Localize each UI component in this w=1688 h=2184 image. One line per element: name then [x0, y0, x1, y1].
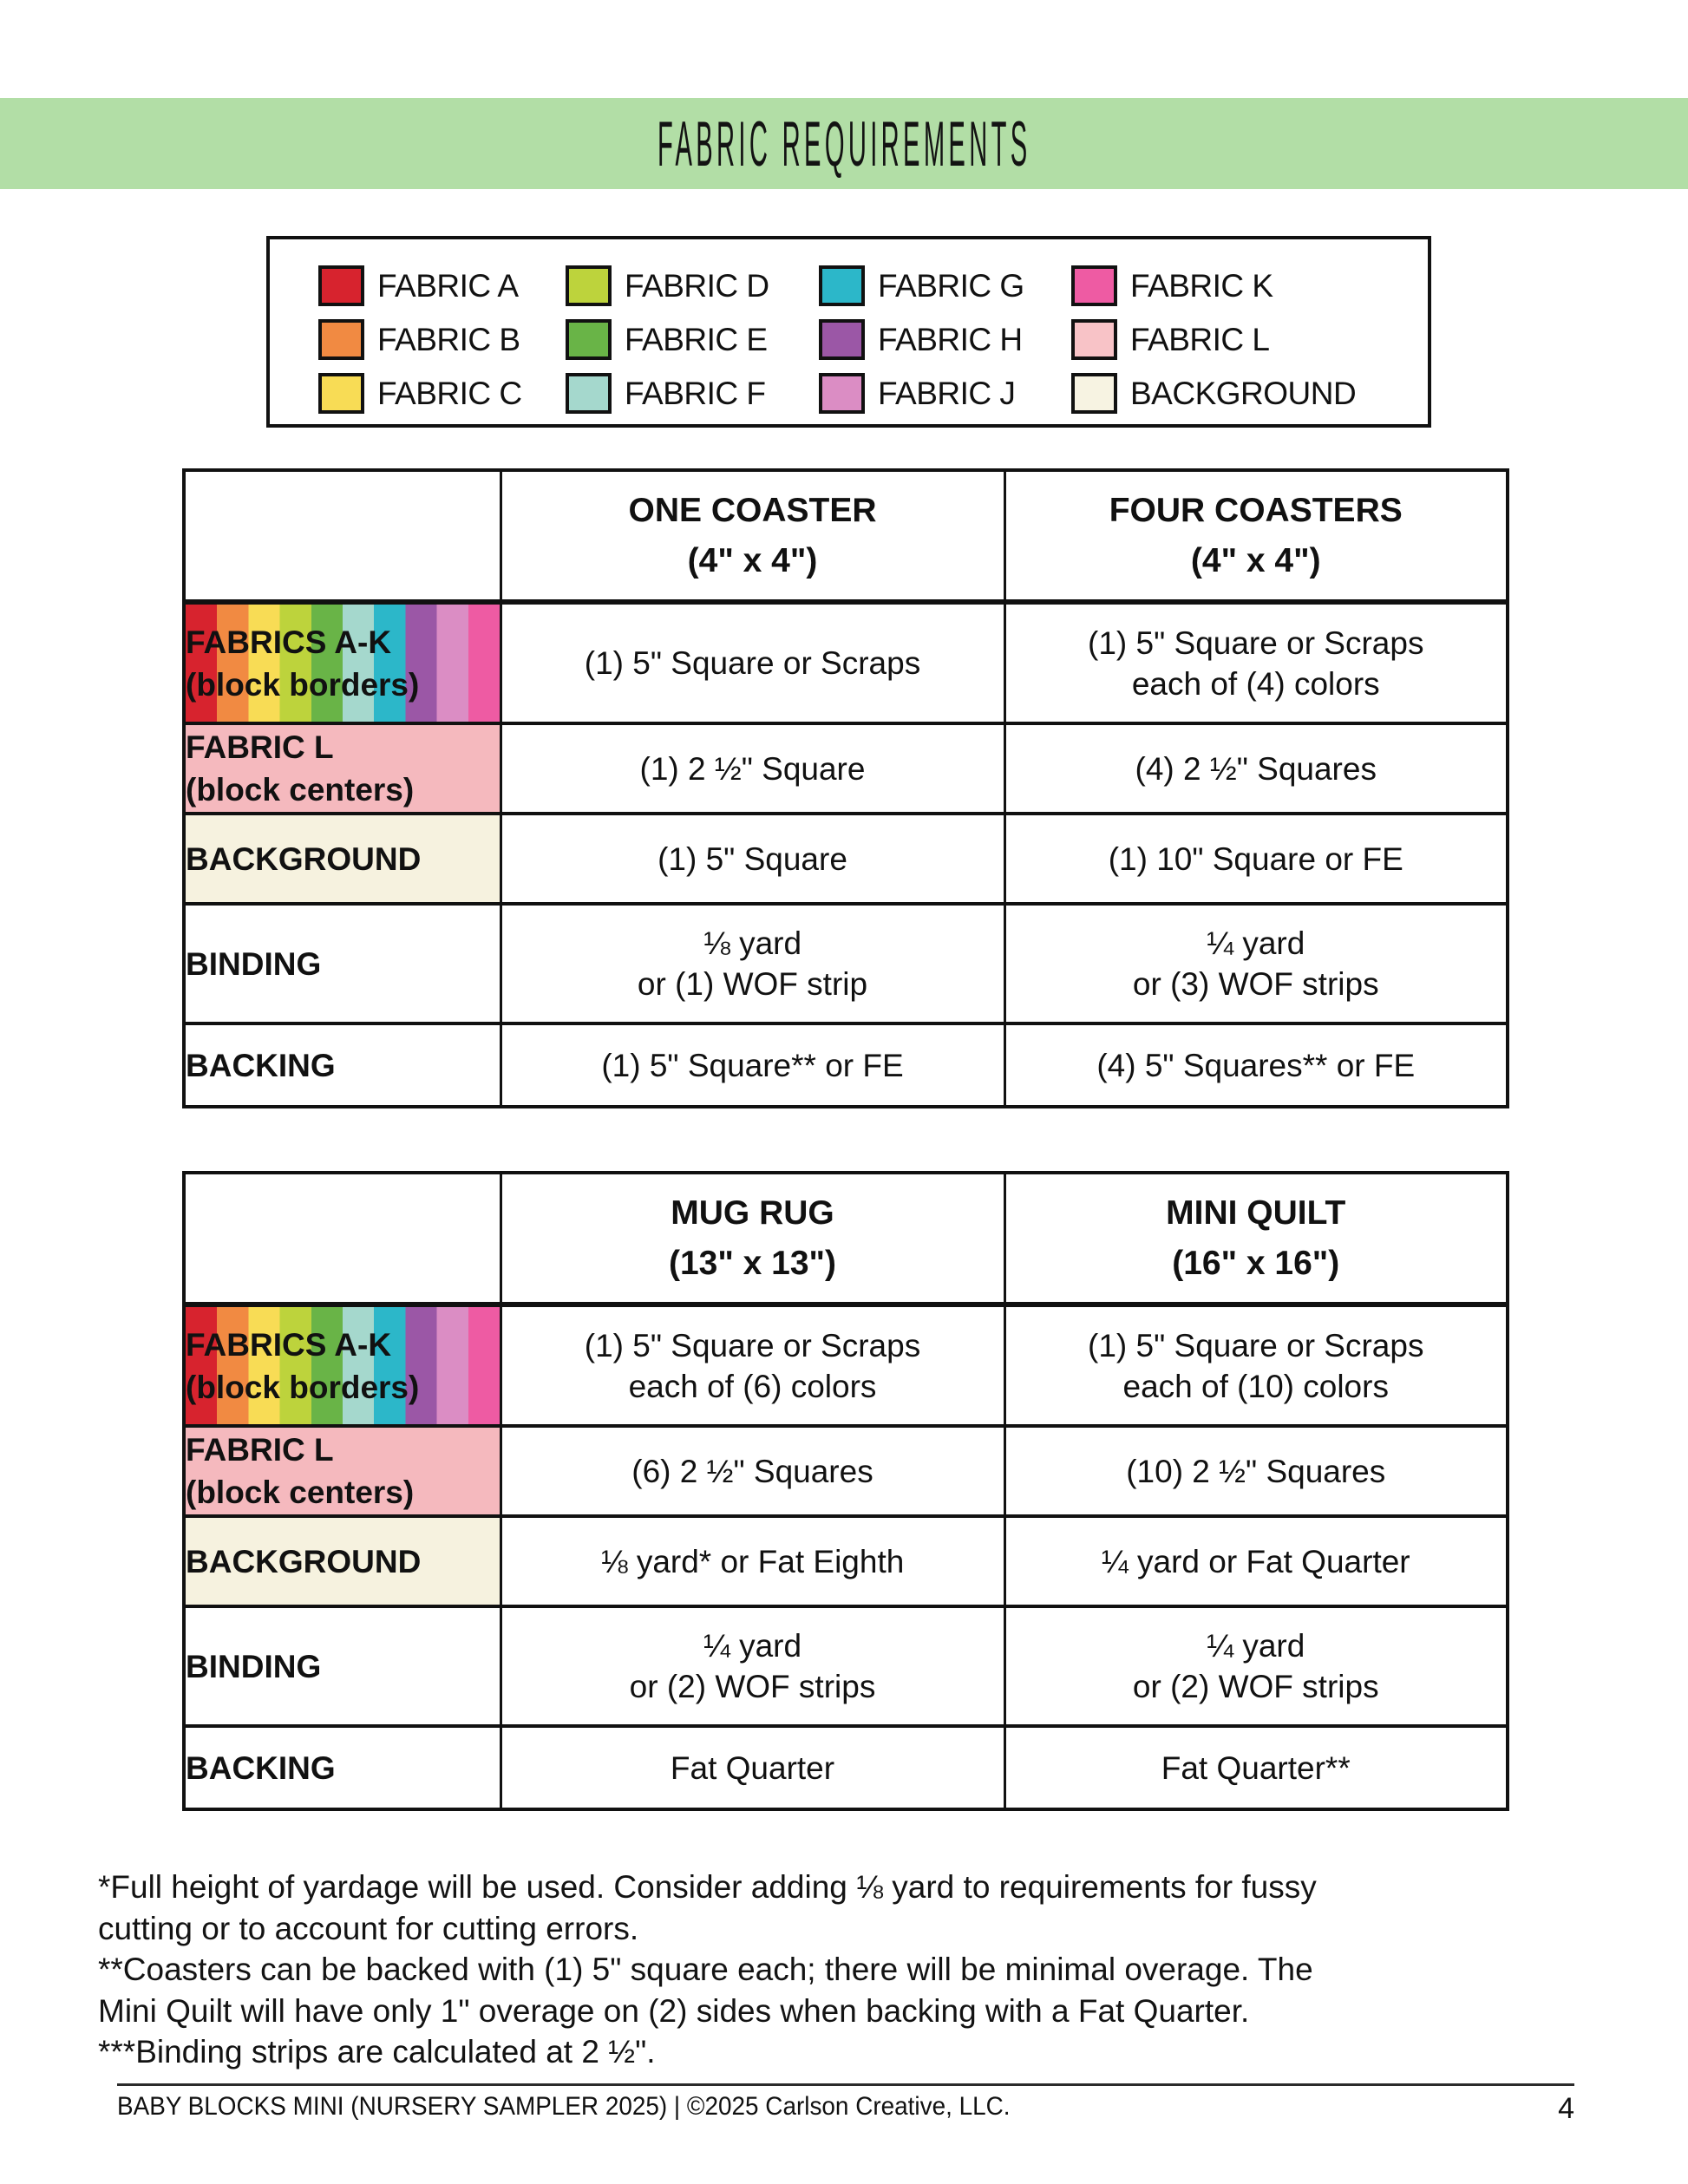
row-label: FABRIC L [186, 729, 334, 765]
legend-item-fabric-b [318, 319, 566, 360]
row-label: FABRICS A-K [186, 1326, 392, 1363]
fabric-l-label: FABRIC L [1130, 321, 1270, 357]
cell-text: (1) 2 ½" Square [639, 750, 866, 787]
requirement-cell [501, 602, 1004, 723]
fabric-h-label: FABRIC H [878, 321, 1023, 357]
fabric-h-swatch [819, 319, 865, 360]
fabric-a-label: FABRIC A [377, 267, 519, 304]
column-size: (4" x 4") [1190, 541, 1321, 579]
footnote-line: ***Binding strips are calculated at 2 ½". [98, 2034, 656, 2070]
row-sublabel: (block centers) [186, 1475, 415, 1510]
table1-row-fabrics-a-k [184, 602, 1508, 723]
fabric-b-label: FABRIC B [377, 321, 520, 357]
requirement-cell [501, 1426, 1004, 1516]
requirement-cell [501, 1516, 1004, 1606]
requirement-cell [1004, 904, 1508, 1023]
legend-column-3 [819, 265, 1071, 414]
row-label: BACKING [186, 1749, 336, 1786]
cell-text: (1) 5" Square or Scraps [1088, 624, 1424, 661]
requirement-cell [1004, 1726, 1508, 1809]
legend-item-fabric-e [566, 319, 819, 360]
fabric-color-legend [266, 236, 1431, 428]
fabric-g-swatch [819, 265, 865, 306]
legend-column-2 [566, 265, 819, 414]
column-title: FOUR COASTERS [1109, 491, 1403, 529]
table2-label-fabric-l [184, 1426, 501, 1516]
legend-grid [270, 239, 1428, 414]
fabric-d-swatch [566, 265, 612, 306]
cell-text: ¼ yard [1207, 1628, 1305, 1664]
row-label: BACKGROUND [186, 1543, 422, 1579]
legend-item-fabric-c [318, 373, 566, 414]
requirement-cell [501, 1305, 1004, 1426]
table2-header-mini-quilt [1004, 1173, 1508, 1305]
table2-row-fabric-l [184, 1426, 1508, 1516]
legend-item-fabric-a [318, 265, 566, 306]
legend-item-fabric-j [819, 373, 1071, 414]
requirement-cell [1004, 1516, 1508, 1606]
cell-text: or (1) WOF strip [637, 966, 868, 1002]
fabric-j-label: FABRIC J [878, 375, 1016, 411]
legend-item-fabric-k [1071, 265, 1428, 306]
cell-text: ⅛ yard* or Fat Eighth [600, 1543, 905, 1579]
cell-text: ¼ yard or Fat Quarter [1101, 1543, 1410, 1579]
requirement-cell [501, 904, 1004, 1023]
fabric-b-swatch [318, 319, 364, 360]
table1-header-four-coasters [1004, 470, 1508, 602]
cell-text: Fat Quarter [670, 1749, 835, 1786]
column-title: MINI QUILT [1166, 1193, 1346, 1232]
cell-text: (4) 5" Squares** or FE [1096, 1047, 1416, 1083]
cell-text: (10) 2 ½" Squares [1126, 1453, 1386, 1489]
requirement-cell [501, 814, 1004, 904]
table1-row-backing [184, 1023, 1508, 1107]
cell-text: (1) 5" Square [658, 840, 847, 877]
fabric-e-swatch [566, 319, 612, 360]
footnote-line: *Full height of yardage will be used. Consider adding ⅛ yard to requirements for fussy [98, 1869, 1317, 1905]
fabric-g-label: FABRIC G [878, 267, 1024, 304]
row-label: FABRIC L [186, 1432, 334, 1468]
fabric-c-swatch [318, 373, 364, 414]
fabric-f-label: FABRIC F [625, 375, 766, 411]
cell-text: each of (6) colors [628, 1368, 877, 1404]
column-title: ONE COASTER [628, 491, 877, 529]
requirement-cell [501, 1726, 1004, 1809]
cell-text: ¼ yard [1207, 925, 1305, 961]
legend-item-fabric-l [1071, 319, 1428, 360]
table2-row-backing [184, 1726, 1508, 1809]
table2-header-mug-rug [501, 1173, 1004, 1305]
footnotes [98, 1867, 1633, 2073]
page-number: 4 [1558, 2092, 1574, 2125]
fabric-f-swatch [566, 373, 612, 414]
cell-text: (1) 10" Square or FE [1108, 840, 1403, 877]
table2-row-binding [184, 1606, 1508, 1726]
requirement-cell [501, 1606, 1004, 1726]
legend-item-fabric-f [566, 373, 819, 414]
requirement-cell [1004, 1426, 1508, 1516]
table2-label-binding [184, 1606, 501, 1726]
column-size: (13" x 13") [668, 1244, 837, 1282]
column-size: (16" x 16") [1172, 1244, 1340, 1282]
fabric-l-swatch [1071, 319, 1117, 360]
column-size: (4" x 4") [687, 541, 818, 579]
row-sublabel: (block borders) [186, 666, 420, 703]
table1-header-one-coaster [501, 470, 1004, 602]
requirement-cell [501, 1023, 1004, 1107]
table1-row-background [184, 814, 1508, 904]
footnote-line: **Coasters can be backed with (1) 5" square each; there will be minimal overage. The [98, 1952, 1313, 1987]
row-label: BACKING [186, 1047, 336, 1083]
fabric-k-swatch [1071, 265, 1117, 306]
table1-row-fabric-l [184, 723, 1508, 814]
page-footer [117, 2092, 1574, 2126]
row-label: BACKGROUND [186, 840, 422, 877]
table1-label-backing [184, 1023, 501, 1107]
cell-text: (1) 5" Square or Scraps [584, 1327, 921, 1363]
background-swatch [1071, 373, 1117, 414]
cell-text: or (3) WOF strips [1132, 966, 1379, 1002]
requirement-cell [1004, 1023, 1508, 1107]
table2-row-fabrics-a-k [184, 1305, 1508, 1426]
table1-header-row [184, 470, 1508, 602]
requirement-cell [1004, 1305, 1508, 1426]
table2-label-backing [184, 1726, 501, 1809]
cell-text: Fat Quarter** [1161, 1749, 1351, 1786]
row-label: BINDING [186, 1648, 322, 1684]
table2-empty-corner-cell [184, 1173, 501, 1305]
page-title: FABRIC REQUIREMENTS [657, 108, 1031, 180]
header-banner [0, 98, 1688, 189]
coaster-requirements-table [182, 468, 1509, 1108]
fabric-c-label: FABRIC C [377, 375, 522, 411]
cell-text: (1) 5" Square** or FE [601, 1047, 904, 1083]
requirement-cell [501, 723, 1004, 814]
legend-column-4 [1071, 265, 1428, 414]
table2-label-background [184, 1516, 501, 1606]
footnote-line: Mini Quilt will have only 1" overage on (2) sides when backing with a Fat Quarter. [98, 1992, 1250, 2029]
legend-item-fabric-d [566, 265, 819, 306]
table1-label-fabrics-a-k [184, 602, 501, 723]
requirement-cell [1004, 814, 1508, 904]
cell-text: or (2) WOF strips [629, 1669, 876, 1704]
table1-label-binding [184, 904, 501, 1023]
row-label: FABRICS A-K [186, 624, 392, 660]
cell-text: ⅛ yard [703, 925, 802, 961]
cell-text: (6) 2 ½" Squares [631, 1453, 873, 1489]
fabric-d-label: FABRIC D [625, 267, 769, 304]
legend-item-fabric-h [819, 319, 1071, 360]
cell-text: (1) 5" Square or Scraps [584, 645, 921, 681]
cell-text: each of (4) colors [1131, 665, 1380, 702]
table2-label-fabrics-a-k [184, 1305, 501, 1426]
requirement-cell [1004, 1606, 1508, 1726]
cell-text: ¼ yard [703, 1628, 802, 1664]
legend-item-fabric-g [819, 265, 1071, 306]
fabric-a-swatch [318, 265, 364, 306]
legend-column-1 [318, 265, 566, 414]
table2-header-row [184, 1173, 1508, 1305]
table1-row-binding [184, 904, 1508, 1023]
cell-text: or (2) WOF strips [1132, 1669, 1379, 1704]
footer-divider [117, 2083, 1574, 2086]
table1-label-background [184, 814, 501, 904]
fabric-e-label: FABRIC E [625, 321, 768, 357]
cell-text: each of (10) colors [1122, 1368, 1389, 1404]
row-label: BINDING [186, 945, 322, 982]
fabric-k-label: FABRIC K [1130, 267, 1273, 304]
table2-row-background [184, 1516, 1508, 1606]
column-title: MUG RUG [671, 1193, 834, 1232]
requirement-cell [1004, 723, 1508, 814]
table1-empty-corner-cell [184, 470, 501, 602]
footer-copyright: BABY BLOCKS MINI (NURSERY SAMPLER 2025) | ©2025 Carlson Creative, LLC. [117, 2092, 1011, 2121]
cell-text: (4) 2 ½" Squares [1135, 750, 1377, 787]
legend-item-background [1071, 373, 1428, 414]
background-label: BACKGROUND [1130, 375, 1357, 411]
footnote-line: cutting or to account for cutting errors. [98, 1910, 639, 1946]
row-sublabel: (block borders) [186, 1369, 420, 1405]
fabric-j-swatch [819, 373, 865, 414]
requirement-cell [1004, 602, 1508, 723]
table1-label-fabric-l [184, 723, 501, 814]
row-sublabel: (block centers) [186, 772, 415, 808]
mug-rug-mini-quilt-table [182, 1171, 1509, 1811]
cell-text: (1) 5" Square or Scraps [1088, 1327, 1424, 1363]
